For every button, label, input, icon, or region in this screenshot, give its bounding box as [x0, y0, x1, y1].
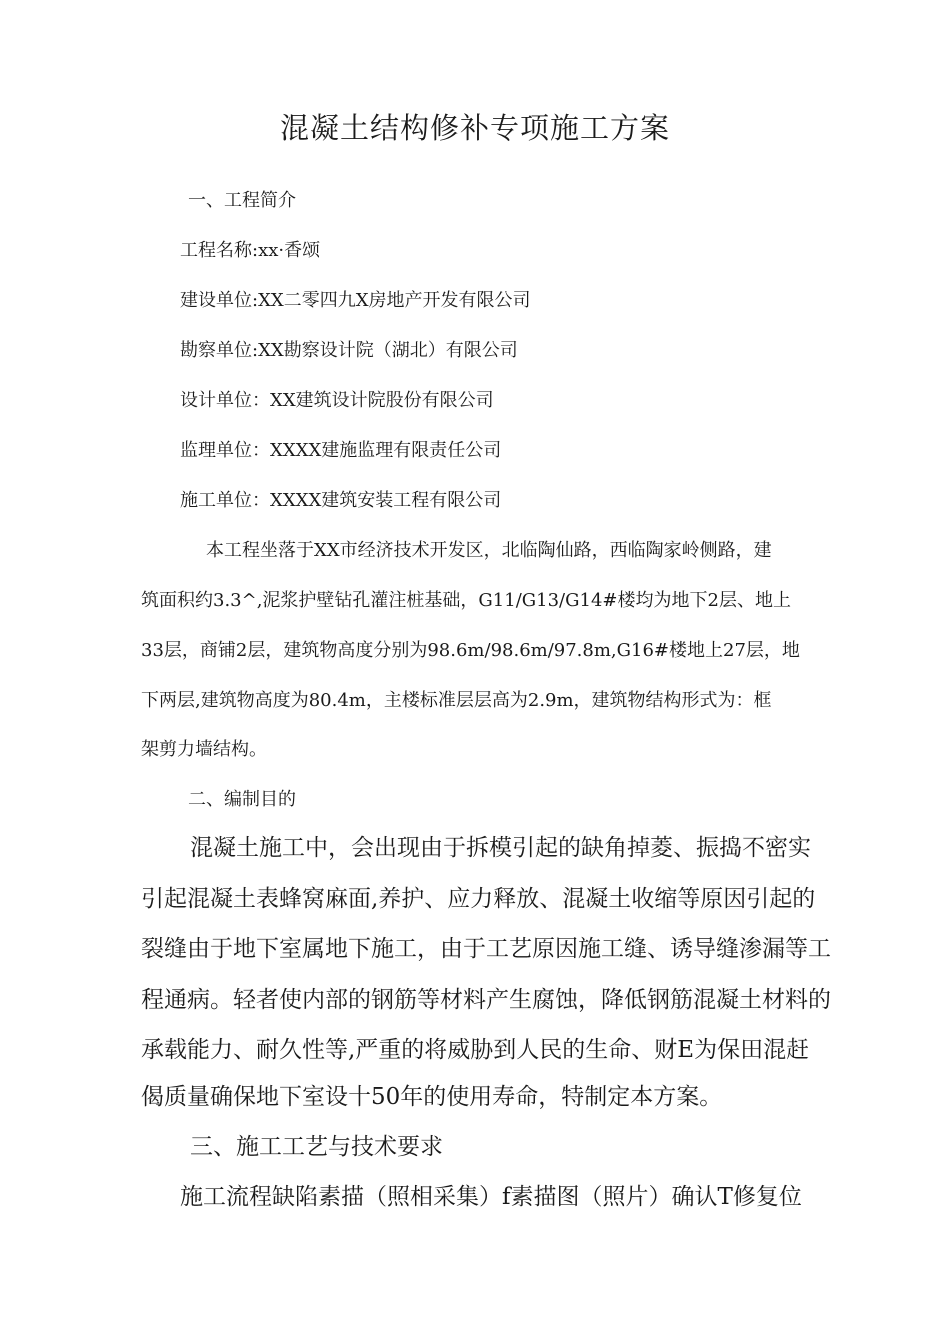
- project-name: 工程名称:xx·香颂: [180, 240, 321, 261]
- section3-heading: 三、施工工艺与技术要求: [190, 1134, 443, 1160]
- purpose-line: 混凝土施工中，会出现由于拆模引起的缺角掉菱、振捣不密实: [190, 835, 811, 861]
- section3-body-line: 施工流程缺陷素描（照相采集）f素描图（照片）确认T修复位: [180, 1184, 802, 1210]
- purpose-line: 承载能力、耐久性等,严重的将威胁到人民的生命、财E为保田混赶: [141, 1037, 810, 1063]
- construction-unit: 建设单位:XX二零四九X房地产开发有限公司: [180, 290, 531, 311]
- survey-unit: 勘察单位:XX勘察设计院（湖北）有限公司: [180, 340, 518, 361]
- overview-line: 筑面积约3.3^,泥浆护壁钻孔灌注桩基础，G11/G13/G14#楼均为地下2层、地上: [141, 590, 791, 611]
- purpose-line: 偈质量确保地下室设十50年的使用寿命，特制定本方案。: [141, 1084, 723, 1110]
- purpose-line: 裂缝由于地下室属地下施工，由于工艺原因施工缝、诱导缝渗漏等工: [141, 936, 831, 962]
- supervision-unit: 监理单位：XXXX建施监理有限责任公司: [180, 440, 502, 461]
- section2-heading: 二、编制目的: [188, 789, 296, 810]
- document-title: 混凝土结构修补专项施工方案: [279, 111, 670, 145]
- section1-heading: 一、工程简介: [188, 190, 296, 211]
- purpose-line: 引起混凝土表蜂窝麻面,养护、应力释放、混凝土收缩等原因引起的: [141, 886, 816, 912]
- overview-line: 本工程坐落于XX市经济技术开发区，北临陶仙路，西临陶家岭侧路，建: [206, 540, 772, 561]
- design-unit: 设计单位：XX建筑设计院股份有限公司: [180, 390, 494, 411]
- purpose-line: 程通病。轻者使内部的钢筋等材料产生腐蚀，降低钢筋混凝土材料的: [141, 987, 831, 1013]
- overview-line: 架剪力墙结构。: [141, 739, 267, 760]
- overview-line: 33层，商铺2层，建筑物高度分别为98.6m/98.6m/97.8m,G16#楼地上27层，地: [141, 640, 800, 661]
- contractor-unit: 施工单位：XXXX建筑安装工程有限公司: [180, 490, 502, 511]
- overview-line: 下两层,建筑物高度为80.4m，主楼标准层层高为2.9m，建筑物结构形式为：框: [141, 690, 772, 711]
